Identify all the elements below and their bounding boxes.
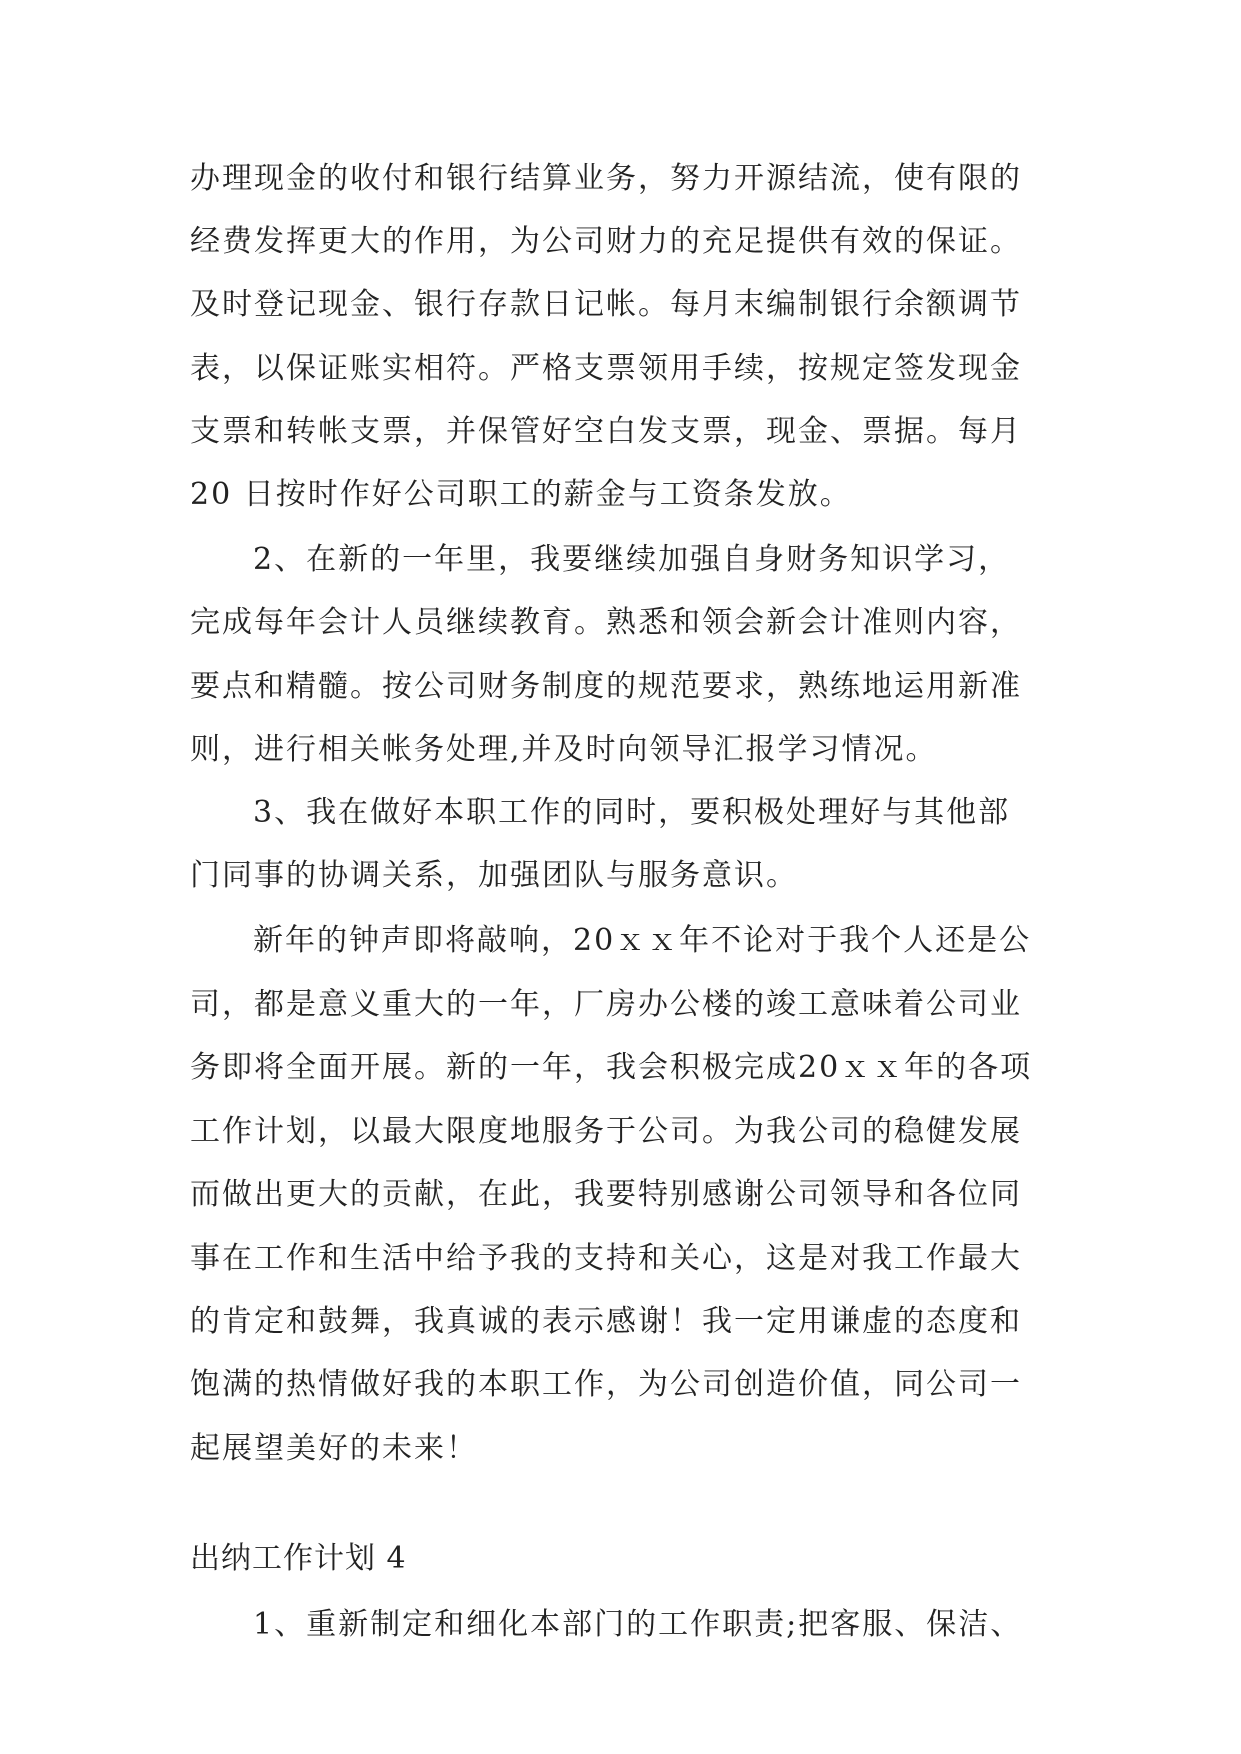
paragraph-line: 事在工作和生活中给予我的支持和关心，这是对我工作最大 — [190, 1241, 1022, 1276]
paragraph-line: 司，都是意义重大的一年，厂房办公楼的竣工意味着公司业 — [190, 987, 1022, 1022]
paragraph-line: 1、重新制定和细化本部门的工作职责;把客服、保洁、 — [253, 1607, 1023, 1642]
paragraph-line: 经费发挥更大的作用，为公司财力的充足提供有效的保证。 — [190, 224, 1022, 259]
paragraph-line: 工作计划，以最大限度地服务于公司。为我公司的稳健发展 — [190, 1114, 1022, 1149]
paragraph-line: 要点和精髓。按公司财务制度的规范要求，熟练地运用新准 — [190, 669, 1022, 704]
section-heading: 出纳工作计划 4 — [190, 1541, 407, 1576]
paragraph-line: 起展望美好的未来！ — [190, 1431, 478, 1466]
paragraph-line: 而做出更大的贡献，在此，我要特别感谢公司领导和各位同 — [190, 1177, 1022, 1212]
paragraph-line: 饱满的热情做好我的本职工作，为公司创造价值，同公司一 — [190, 1367, 1022, 1402]
paragraph-line: 20 日按时作好公司职工的薪金与工资条发放。 — [190, 477, 852, 512]
paragraph-line: 务即将全面开展。新的一年，我会积极完成20ｘｘ年的各项 — [190, 1050, 1033, 1085]
paragraph-line: 则，进行相关帐务处理,并及时向领导汇报学习情况。 — [190, 732, 938, 767]
paragraph-line: 3、我在做好本职工作的同时，要积极处理好与其他部 — [253, 795, 1011, 830]
paragraph-line: 办理现金的收付和银行结算业务，努力开源结流，使有限的 — [190, 161, 1022, 196]
paragraph-line: 的肯定和鼓舞，我真诚的表示感谢！我一定用谦虚的态度和 — [190, 1304, 1022, 1339]
paragraph-line: 2、在新的一年里，我要继续加强自身财务知识学习， — [253, 542, 1011, 577]
paragraph-line: 表，以保证账实相符。严格支票领用手续，按规定签发现金 — [190, 351, 1022, 386]
paragraph-line: 及时登记现金、银行存款日记帐。每月末编制银行余额调节 — [190, 287, 1022, 322]
paragraph-line: 新年的钟声即将敲响，20ｘｘ年不论对于我个人还是公 — [253, 923, 1032, 958]
paragraph-line: 支票和转帐支票，并保管好空白发支票，现金、票据。每月 — [190, 414, 1022, 449]
paragraph-line: 门同事的协调关系，加强团队与服务意识。 — [190, 858, 798, 893]
paragraph-line: 完成每年会计人员继续教育。熟悉和领会新会计准则内容， — [190, 605, 1022, 640]
